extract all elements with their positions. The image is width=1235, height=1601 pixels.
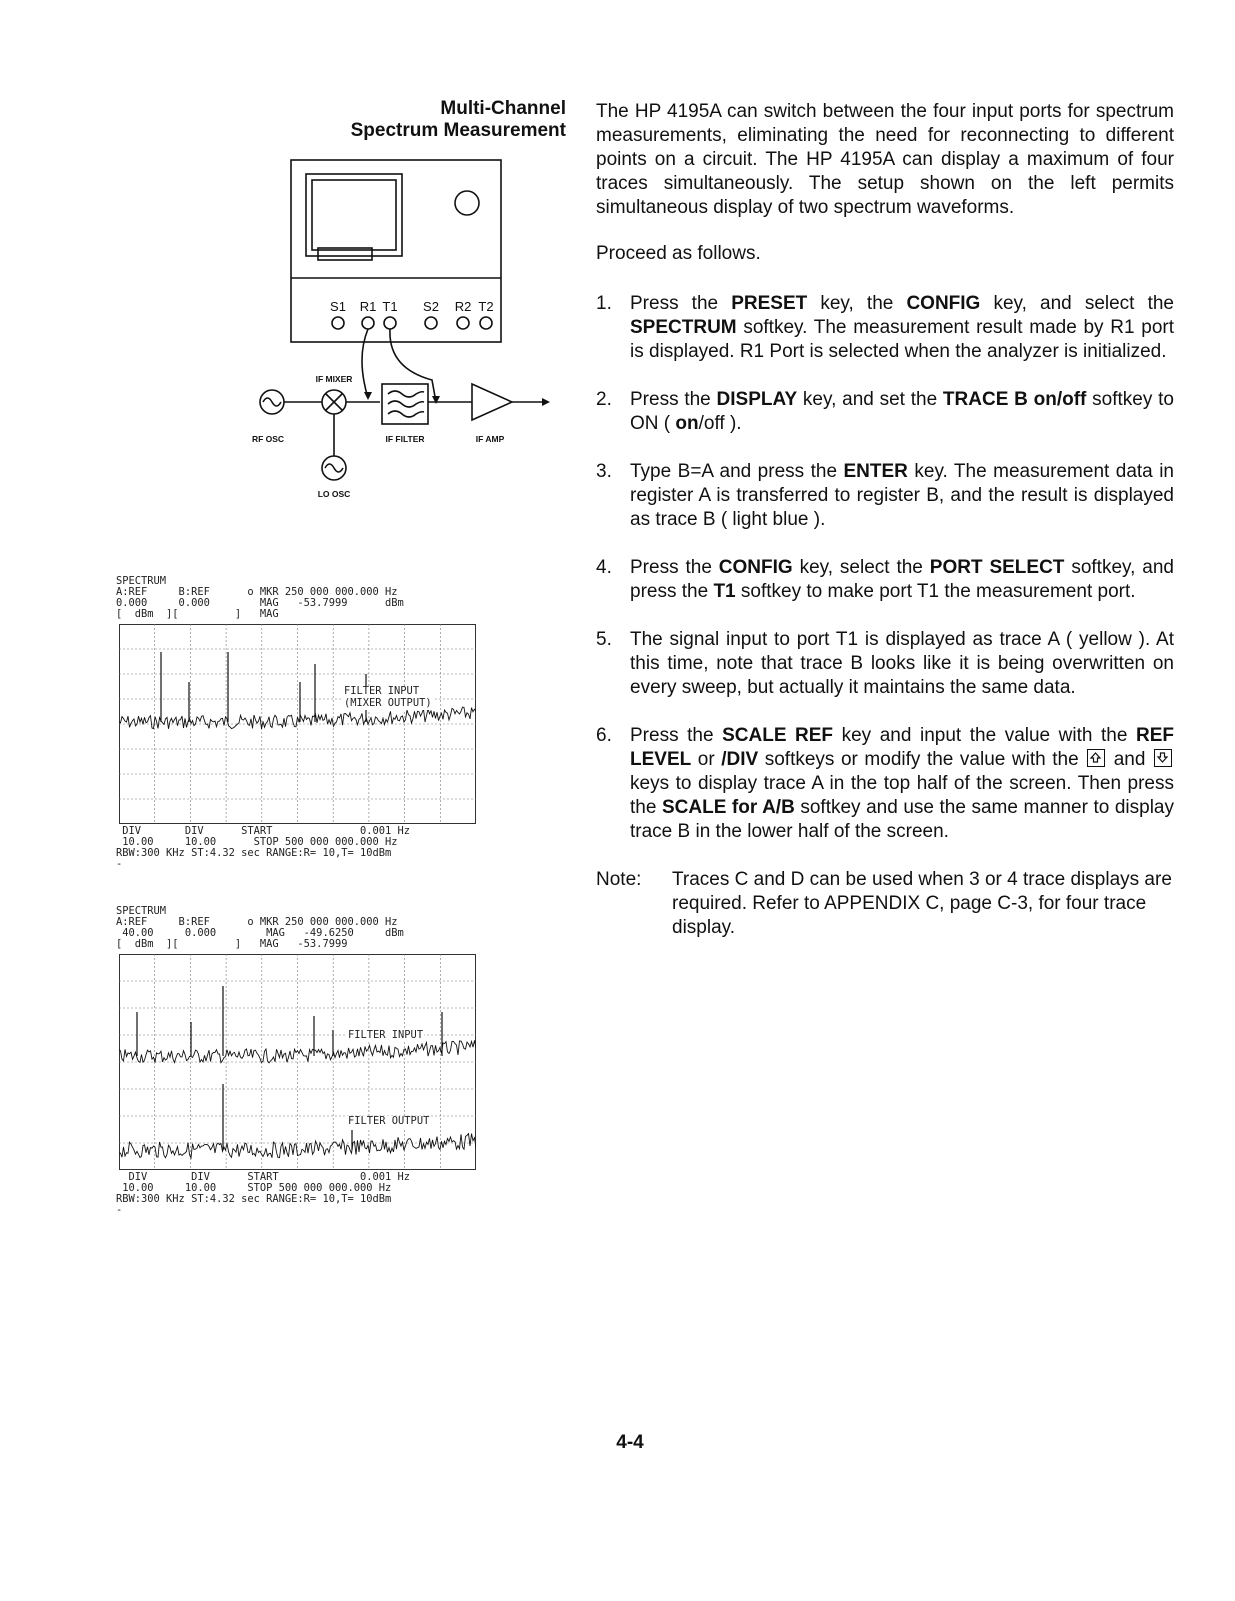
screen-header-line: [ dBm ][ ] MAG [116,608,279,620]
step-item: 5. The signal input to port T1 is displayed as trace A ( yellow ). At this time, note that trace B looks like it is being overwritten on every sweep, but actually it maintains the same data. [596,629,1174,698]
knob-icon [455,191,479,215]
if-filter-label: IF FILTER [385,434,425,444]
page-number: 4-4 [616,1432,644,1453]
step-item: 1. Press the PRESET key, the CONFIG key, and select the SPECTRUM softkey. The measurement result made by R1 port is displayed. R1 Port is selected when the analyzer is initialized. [596,293,1174,362]
trace-b [119,1134,476,1158]
key-name: PORT SELECT [929,557,1065,578]
spectrum-screen-2 [116,906,486,1218]
screen-header-line: A:REF B:REF o MKR 250 000 000.000 Hz [116,586,398,598]
screen-header-line: 40.00 0.000 MAG -49.6250 dBm [116,927,404,939]
setup-diagram [250,158,570,518]
note-label: Note: [596,869,642,890]
key-name: CONFIG [906,293,981,314]
section-title [300,98,566,142]
screen-header-line: 0.000 0.000 MAG -53.7999 dBm [116,597,404,609]
screen-header-line: SPECTRUM [116,575,167,587]
port-label: R2 [454,299,472,314]
port-label: T1 [382,299,398,314]
proceed-text: Proceed as follows. [596,243,761,264]
screen-header-line: A:REF B:REF o MKR 250 000 000.000 Hz [116,916,398,928]
trace-label: FILTER OUTPUT [348,1115,430,1127]
screen-header-line: SPECTRUM [116,905,167,917]
spectrum-screen-1 [116,576,486,872]
if-amp-label: IF AMP [475,434,505,444]
key-name: SCALE REF [722,725,834,746]
screen-footer-line: - [116,858,123,870]
section-title-line1: Multi-Channel [440,98,566,119]
if-mixer-label: IF MIXER [315,374,353,384]
key-name: ENTER [843,461,908,482]
screen-footer-line: RBW:300 KHz ST:4.32 sec RANGE:R= 10,T= 10dBm [116,847,392,859]
port-label: T2 [478,299,494,314]
if-amp-icon [472,384,512,420]
key-name: PRESET [731,293,808,314]
step-item: 3. Type B=A and press the ENTER key. The measurement data in register A is transferred to register B, and the result is displayed as trace B ( light blue ). [596,461,1174,530]
lo-osc-label: LO OSC [317,489,351,499]
instructions [596,100,1174,940]
up-arrow-key-icon [1087,749,1105,767]
port-label: S2 [423,299,439,314]
step-item: 2. Press the DISPLAY key, and set the TRACE B on/off softkey to ON ( on/off ). [596,389,1174,434]
trace-label: FILTER INPUT [344,685,420,697]
step-number: 5. [596,629,612,650]
screen-footer-line: 10.00 10.00 STOP 500 000 000.000 Hz [116,836,398,848]
step-number: 6. [596,725,612,746]
key-name: DISPLAY [716,389,798,410]
section-title-line2: Spectrum Measurement [350,120,566,141]
screen-footer-line: 10.00 10.00 STOP 500 000 000.000 Hz [116,1182,392,1194]
intro-paragraph: The HP 4195A can switch between the four input ports for spectrum measurements, eliminating the need for reconnecting to different points on a circuit. The HP 4195A can display a maximum of four traces simultaneously. The setup shown on the left permits simultaneous display of two spectrum waveforms. [596,101,1174,218]
step-number: 3. [596,461,612,482]
key-name: SCALE for A/B [661,797,795,818]
down-arrow-key-icon [1154,749,1172,767]
key-name: T1 [713,581,736,602]
key-name: /DIV [721,749,759,770]
note [596,868,1174,940]
step-list [596,292,1174,844]
screen-footer-line: RBW:300 KHz ST:4.32 sec RANGE:R= 10,T= 10dBm [116,1193,392,1205]
port-label: R1 [359,299,377,314]
step-number: 2. [596,389,612,410]
spectrum-plot-2 [119,954,476,1170]
spectrum-plot-1 [119,624,476,824]
note-text: Traces C and D can be used when 3 or 4 trace displays are required. Refer to APPENDIX C, page C-3, for four trace display. [672,869,1172,938]
step-number: 1. [596,293,612,314]
step-item: 6. Press the SCALE REF key and input the value with the REF LEVEL or /DIV softkeys or modify the value with the and keys to display trace A in the top half of the screen. Then press the SCALE for A/B softkey and use the same manner to display trace B in the lower half of the screen. [596,725,1175,842]
key-name: REF LEVEL [630,725,1174,770]
step-item: 4. Press the CONFIG key, select the PORT SELECT softkey, and press the T1 softkey to make port T1 the measurement port. [596,557,1174,602]
screen-footer-line: - [116,1204,123,1216]
step-number: 4. [596,557,612,578]
screen-footer-line: DIV DIV START 0.001 Hz [116,1171,411,1183]
screen-header-line: [ dBm ][ ] MAG -53.7999 [116,938,348,950]
screen-footer-line: DIV DIV START 0.001 Hz [116,825,411,837]
port-label: S1 [330,299,346,314]
trace-label: FILTER INPUT [348,1029,424,1041]
trace-label: (MIXER OUTPUT) [344,697,432,709]
rf-osc-label: RF OSC [251,434,285,444]
key-name: TRACE B on/off [942,389,1087,410]
key-name: SPECTRUM [630,317,737,338]
key-name: on [675,413,699,434]
key-name: CONFIG [718,557,793,578]
